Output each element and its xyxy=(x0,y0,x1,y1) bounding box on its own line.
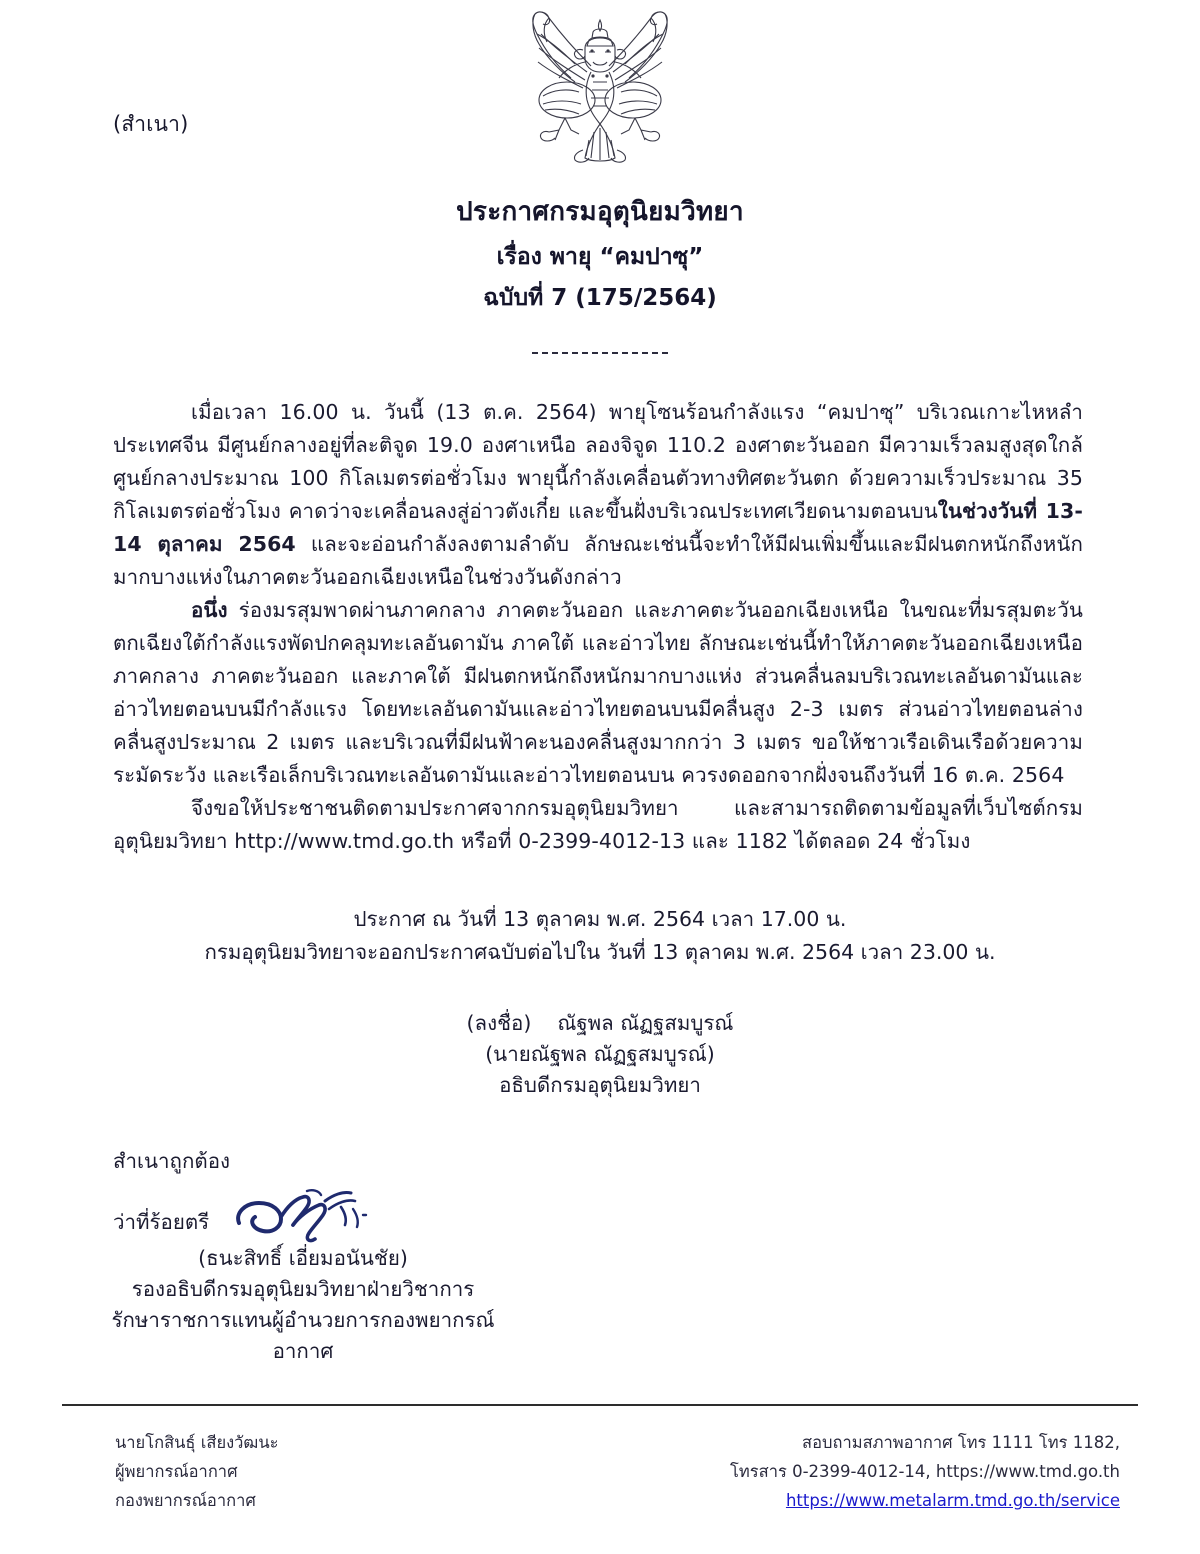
copy-mark-label: (สำเนา) xyxy=(113,112,189,136)
title-block xyxy=(0,196,1200,313)
printed-name: (นายณัฐพล ณัฏฐสมบูรณ์) xyxy=(485,1042,715,1066)
paragraph-2 xyxy=(113,594,1083,792)
paragraph-3-text: จึงขอให้ประชาชนติดตามประกาศจากกรมอุตุนิยมวิทยา และสามารถติดตามข้อมูลที่เว็บไซต์กรมอุตุนิยมวิทยา http://www.tmd.go.th หรือที่ 0-2399-4012-13 และ 1182 ได้ตลอด 24 ชั่วโมง xyxy=(113,796,1083,853)
contact-fax-website-line: โทรสาร 0-2399-4012-14, https://www.tmd.go.th xyxy=(730,1462,1120,1481)
paragraph-3 xyxy=(113,792,1083,858)
signature-line xyxy=(0,1008,1200,1039)
issue-dates-block xyxy=(0,903,1200,969)
garuda-emblem-icon xyxy=(0,4,1200,184)
footer-right-block xyxy=(730,1428,1138,1515)
title-divider xyxy=(532,352,668,354)
forecaster-title: ผู้พยากรณ์อากาศ xyxy=(115,1462,238,1481)
footer-left-block xyxy=(62,1428,278,1515)
paragraph-1-highlight-date: ในช่วงวันที่ 13-14 ตุลาคม 2564 xyxy=(113,499,1083,556)
certifier-rank: ว่าที่ร้อยตรี xyxy=(113,1210,210,1234)
paragraph-1 xyxy=(113,396,1083,594)
signed-name: ณัฐพล ณัฏฐสมบูรณ์ xyxy=(557,1011,734,1035)
signature-block xyxy=(0,1008,1200,1101)
certifier-rank-row xyxy=(113,1199,633,1243)
issue-number: ฉบับที่ 7 (175/2564) xyxy=(483,285,717,312)
signed-label: (ลงชื่อ) xyxy=(466,1011,532,1035)
certifier-position-1: รองอธิบดีกรมอุตุนิยมวิทยาฝ่ายวิชาการ xyxy=(131,1277,475,1301)
certifier-position-2: รักษาราชการแทนผู้อำนวยการกองพยากรณ์อากาศ xyxy=(111,1308,495,1363)
footer-divider xyxy=(62,1404,1138,1406)
forecaster-division: กองพยากรณ์อากาศ xyxy=(115,1491,256,1510)
paragraph-2-text: ร่องมรสุมพาดผ่านภาคกลาง ภาคตะวันออก และภาคตะวันออกเฉียงเหนือ ในขณะที่มรสุมตะวันตกเฉียงใต้กำลังแรงพัดปกคลุมทะเลอันดามัน ภาคใต้ และอ่าวไทย ลักษณะเช่นนี้ทำให้ภาคตะวันออกเฉียงเหนือ ภาคกลาง ภาคตะวันออก และภาคใต้ มีฝนตกหนักถึงหนักมากบางแห่ง ส่วนคลื่นลมบริเวณทะเลอันดามันและอ่าวไทยตอนบนมีกำลังแรง โดยทะเลอันดามันและอ่าวไทยตอนบนมีคลื่นสูง 2-3 เมตร ส่วนอ่าวไทยตอนล่างคลื่นสูงประมาณ 2 เมตร และบริเวณที่มีฝนฟ้าคะนองคลื่นสูงมากกว่า 3 เมตร ขอให้ชาวเรือเดินเรือด้วยความระมัดระวัง และเรือเล็กบริเวณทะเลอันดามันและอ่าวไทยตอนบน ควรงดออกจากฝั่งจนถึงวันที่ 16 ต.ค. 2564 xyxy=(113,598,1083,787)
signer-position: อธิบดีกรมอุตุนิยมวิทยา xyxy=(499,1073,701,1097)
certified-copy-label: สำเนาถูกต้อง xyxy=(113,1149,231,1173)
issued-datetime: ประกาศ ณ วันที่ 13 ตุลาคม พ.ศ. 2564 เวลา 17.00 น. xyxy=(353,907,847,931)
paragraph-2-lead-word: อนึ่ง xyxy=(191,598,228,622)
certifier-name: (ธนะสิทธิ์ เอี่ยมอนันชัย) xyxy=(198,1246,408,1270)
next-announcement-datetime: กรมอุตุนิยมวิทยาจะออกประกาศฉบับต่อไปใน วันที่ 13 ตุลาคม พ.ศ. 2564 เวลา 23.00 น. xyxy=(204,940,996,964)
page-title: ประกาศกรมอุตุนิยมวิทยา xyxy=(456,197,744,227)
metalarm-service-link[interactable]: https://www.metalarm.tmd.go.th/service xyxy=(785,1491,1120,1510)
contact-phone-line: สอบถามสภาพอากาศ โทร 1111 โทร 1182, xyxy=(802,1433,1120,1452)
certified-copy-block xyxy=(113,1146,633,1367)
document-body xyxy=(113,396,1083,858)
page-footer xyxy=(62,1428,1138,1515)
forecaster-name: นายโกสินธุ์ เสียงวัฒนะ xyxy=(115,1433,279,1452)
handwritten-signature-icon xyxy=(229,1183,379,1247)
paragraph-1-text-a: เมื่อเวลา 16.00 น. วันนี้ (13 ต.ค. 2564) พายุโซนร้อนกำลังแรง “คมปาซุ” บริเวณเกาะไหหลำ ประเทศจีน มีศูนย์กลางอยู่ที่ละติจูด 19.0 องศาเหนือ ลองจิจูด 110.2 องศาตะวันออก มีความเร็วลมสูงสุดใกล้ศูนย์กลางประมาณ 100 กิโลเมตรต่อชั่วโมง พายุนี้กำลังเคลื่อนตัวทางทิศตะวันตก ด้วยความเร็วประมาณ 35 กิโลเมตรต่อชั่วโมง คาดว่าจะเคลื่อนลงสู่อ่าวตังเกี๋ย และขึ้นฝั่งบริเวณประเทศเวียดนามตอนบน xyxy=(113,400,1083,523)
paragraph-1-text-b: และจะอ่อนกำลังลงตามลำดับ ลักษณะเช่นนี้จะทำให้มีฝนเพิ่มขึ้นและมีฝนตกหนักถึงหนักมากบางแห่งในภาคตะวันออกเฉียงเหนือในช่วงวันดังกล่าว xyxy=(113,532,1083,589)
subject-title: เรื่อง พายุ “คมปาซุ” xyxy=(496,243,704,270)
